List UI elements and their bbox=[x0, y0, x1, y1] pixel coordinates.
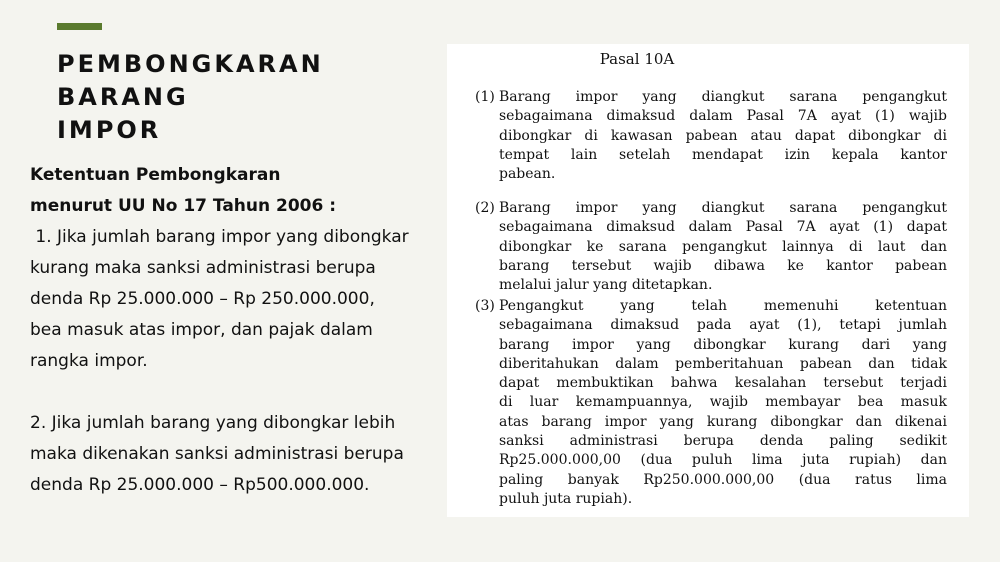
clause-line: melalui jalur yang ditetapkan. bbox=[499, 277, 713, 294]
point-1-line-5: rangka impor. bbox=[30, 351, 148, 371]
clause-number: (1) bbox=[475, 89, 495, 105]
pasal-10a-document bbox=[447, 44, 969, 517]
clause-line: sanksi administrasi berupa denda paling sedikit bbox=[499, 433, 947, 450]
slide-title-line-2: IMPOR bbox=[57, 116, 162, 144]
clause-line: diberitahukan dalam pemberitahuan pabean dan tidak bbox=[499, 355, 947, 372]
clause-1 bbox=[475, 88, 947, 184]
clause-line: Barang impor yang diangkut sarana pengangkut bbox=[499, 200, 947, 216]
clause-line: sebagaimana dimaksud dalam Pasal 7A ayat (1) wajib bbox=[499, 108, 947, 125]
slide-title-line-1: PEMBONGKARAN BARANG bbox=[57, 50, 324, 111]
point-1-line-4: bea masuk atas impor, dan pajak dalam bbox=[30, 320, 373, 340]
clause-line: pabean. bbox=[499, 166, 556, 183]
clause-line: Pengangkut yang telah memenuhi ketentuan bbox=[499, 298, 947, 314]
point-2-line-2: maka dikenakan sanksi administrasi berupa bbox=[30, 444, 404, 464]
point-1-line-3: denda Rp 25.000.000 – Rp 250.000.000, bbox=[30, 289, 375, 309]
clause-3 bbox=[475, 297, 947, 509]
clause-line: sebagaimana dimaksud dalam Pasal 7A ayat (1) dapat bbox=[499, 219, 947, 236]
clause-line: Rp25.000.000,00 (dua puluh lima juta rupiah) dan bbox=[499, 452, 947, 469]
clause-line: paling banyak Rp250.000.000,00 (dua ratus lima bbox=[499, 471, 947, 488]
clause-text bbox=[499, 297, 947, 509]
clause-line: barang impor yang dibongkar kurang dari yang bbox=[499, 336, 947, 353]
point-1-line-2: kurang maka sanksi administrasi berupa bbox=[30, 258, 376, 278]
clause-number: (2) bbox=[475, 200, 495, 216]
clause-line: dibongkar ke sarana pengangkut lainnya di laut dan bbox=[499, 238, 947, 255]
slide-title bbox=[57, 48, 447, 147]
heading-line-1: Ketentuan Pembongkaran bbox=[30, 165, 281, 185]
clause-text bbox=[499, 88, 947, 184]
heading-line-2: menurut UU No 17 Tahun 2006 : bbox=[30, 196, 337, 216]
clause-line: di luar kemampuannya, wajib membayar bea masuk bbox=[499, 394, 947, 411]
clause-line: dibongkar di kawasan pabean atau dapat dibongkar di bbox=[499, 127, 947, 144]
clause-text bbox=[499, 199, 947, 295]
clause-line: puluh juta rupiah). bbox=[499, 490, 633, 507]
point-2-line-3: denda Rp 25.000.000 – Rp500.000.000. bbox=[30, 475, 370, 495]
clause-line: dapat membuktikan bahwa kesalahan tersebut terjadi bbox=[499, 375, 947, 392]
title-accent-bar bbox=[57, 23, 102, 30]
document-title: Pasal 10A bbox=[599, 50, 675, 68]
paragraph-gap bbox=[30, 377, 446, 408]
point-2-line-1: 2. Jika jumlah barang yang dibongkar lebih bbox=[30, 413, 396, 433]
clause-2 bbox=[475, 199, 947, 295]
clause-line: Barang impor yang diangkut sarana pengangkut bbox=[499, 89, 947, 105]
clause-line: atas barang impor yang kurang dibongkar dan dikenai bbox=[499, 413, 947, 430]
clause-number: (3) bbox=[475, 298, 495, 314]
clause-line: barang tersebut wajib dibawa ke kantor pabean bbox=[499, 257, 947, 274]
clause-line: sebagaimana dimaksud pada ayat (1), tetapi jumlah bbox=[499, 317, 947, 334]
explanation-text bbox=[30, 160, 446, 501]
clause-line: tempat lain setelah mendapat izin kepala kantor bbox=[499, 146, 947, 163]
point-1-line-1: 1. Jika jumlah barang impor yang dibongkar bbox=[30, 227, 409, 247]
